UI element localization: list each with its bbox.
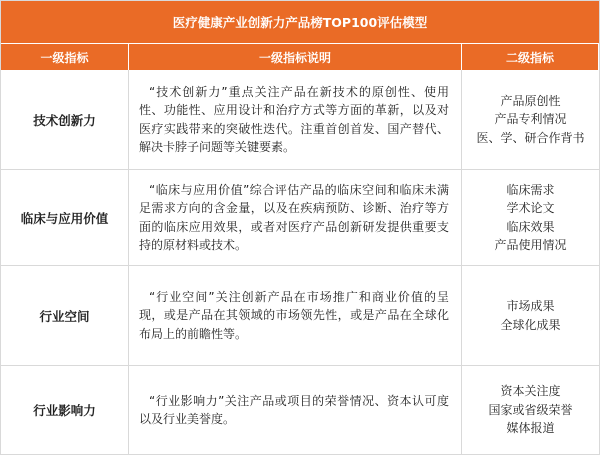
row-clinical-value-level1: 临床与应用价值 (1, 170, 129, 266)
level2-list (476, 92, 584, 148)
list-item: 临床需求 (506, 182, 555, 197)
list-item: 产品使用情况 (494, 238, 567, 252)
row-industry-influence-level2 (462, 366, 599, 454)
row-industry-space-level2 (462, 266, 599, 366)
list-item: 产品专利情况 (494, 112, 567, 127)
description-text: “临床与应用价值”综合评估产品的临床空间和临床未满足需求方向的含金量，以及在疾病预防、诊断、治疗等方面的临床应用效果，或者对医疗产品创新研发提供重要支持的原材料或技术。 (139, 182, 449, 252)
row-industry-influence-level1: 行业影响力 (1, 366, 129, 454)
list-item: 临床效果 (506, 219, 555, 234)
description-text: “行业空间”关注创新产品在市场推广和商业价值的呈现，或是产品在其领域的市场领先性，或是产品在全球化布局上的前瞻性等。 (139, 289, 449, 341)
list-item: 国家或省级荣誉 (488, 402, 573, 417)
list-item: 产品原创性 (500, 93, 561, 108)
table-title: 医疗健康产业创新力产品榜TOP100评估模型 (1, 1, 599, 44)
level2-list (488, 382, 572, 438)
row-industry-space-level1: 行业空间 (1, 266, 129, 366)
row-tech-innovation-level1: 技术创新力 (1, 70, 129, 170)
level2-list (494, 181, 566, 255)
description-text: “行业影响力”关注产品或项目的荣誉情况、资本认可度以及行业美誉度。 (139, 393, 449, 426)
row-industry-space-description (129, 266, 462, 366)
header-level1-description: 一级指标说明 (129, 44, 462, 70)
description-text: “技术创新力”重点关注产品在新技术的原创性、使用性、功能性、应用设计和治疗方式等方面的革新，以及对医疗实践带来的突破性迭代。注重首创首发、国产替代、解决卡脖子问题等关键要素。 (139, 84, 449, 154)
list-item: 全球化成果 (500, 317, 561, 332)
row-tech-innovation-level2 (462, 70, 599, 170)
list-item: 媒体报道 (506, 421, 555, 436)
list-item: 市场成果 (506, 299, 555, 313)
row-clinical-value-description (129, 170, 462, 266)
list-item: 医、学、研合作背书 (476, 130, 585, 145)
row-industry-influence-description (129, 366, 462, 454)
list-item: 资本关注度 (500, 384, 561, 399)
list-item: 学术论文 (506, 201, 555, 215)
row-clinical-value-level2 (462, 170, 599, 266)
row-tech-innovation-description (129, 70, 462, 170)
header-level2-indicator: 二级指标 (462, 44, 599, 70)
level2-list (500, 297, 560, 334)
header-level1-indicator: 一级指标 (1, 44, 129, 70)
